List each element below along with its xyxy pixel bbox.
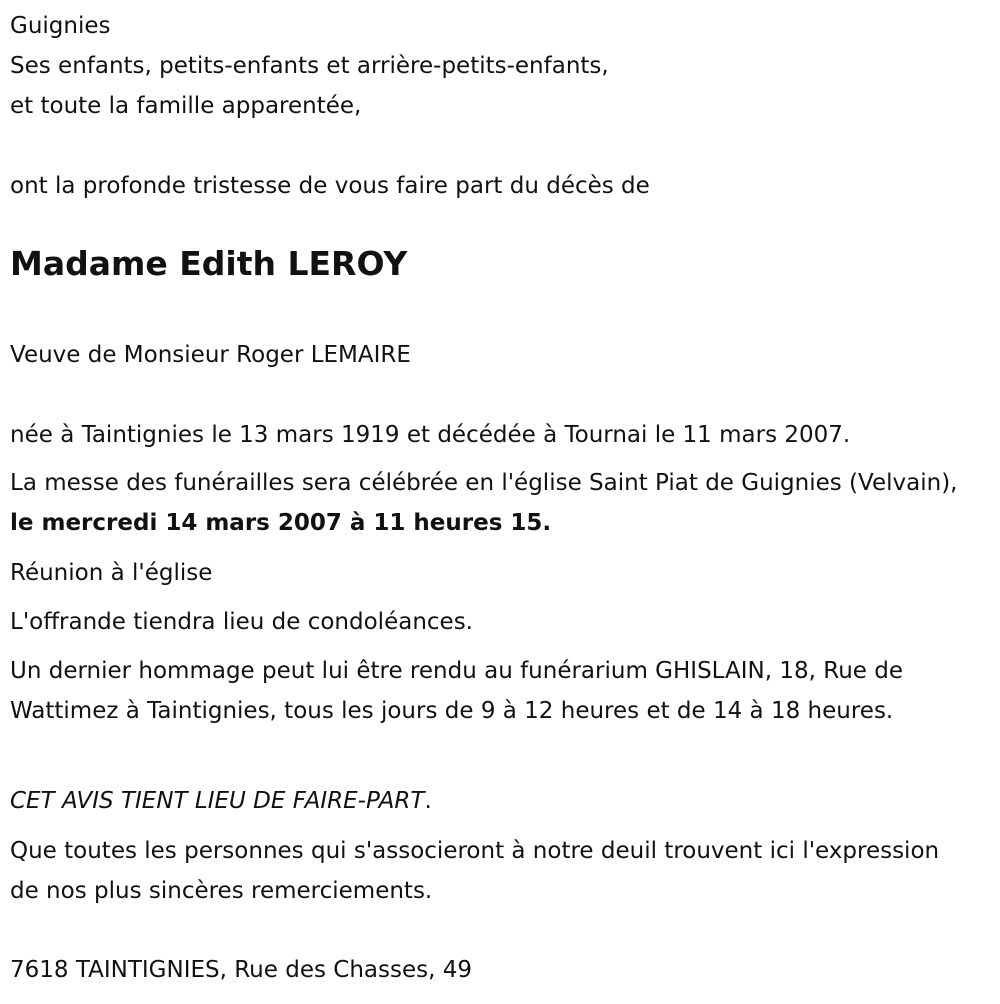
birth-death-line: née à Taintignies le 13 mars 1919 et décédée à Tournai le 11 mars 2007. <box>10 422 851 448</box>
address-line: 7618 TAINTIGNIES, Rue des Chasses, 49 <box>10 957 472 983</box>
mass-text: La messe des funérailles sera célébrée en l'église Saint Piat de Guignies (Velvain), <box>10 470 958 496</box>
reunion-line: Réunion à l'église <box>10 560 213 586</box>
offrande-line: L'offrande tiendra lieu de condoléances. <box>10 609 473 635</box>
avis-text: CET AVIS TIENT LIEU DE FAIRE-PART <box>10 788 425 814</box>
avis-end: . <box>424 788 432 814</box>
text-line: Ses enfants, petits-enfants et arrière-petits-enfants, <box>10 53 609 79</box>
avis-line <box>10 781 432 821</box>
widow-line: Veuve de Monsieur Roger LEMAIRE <box>10 342 411 368</box>
thanks-text: Que toutes les personnes qui s'associeront à notre deuil trouvent ici l'expression de nos plus sincères remerciements. <box>10 838 940 904</box>
text-line: Guignies <box>10 13 111 39</box>
deceased-name: Madame Edith LEROY <box>10 244 408 283</box>
mass-info <box>10 463 985 543</box>
text-line: et toute la famille apparentée, <box>10 93 362 119</box>
hommage-text: Un dernier hommage peut lui être rendu au funérarium GHISLAIN, 18, Rue de Wattimez à Taintignies, tous les jours de 9 à 12 heures et de 14 à 18 heures. <box>10 658 903 724</box>
text-line: ont la profonde tristesse de vous faire part du décès de <box>10 173 650 199</box>
mass-date: le mercredi 14 mars 2007 à 11 heures 15. <box>10 510 552 536</box>
